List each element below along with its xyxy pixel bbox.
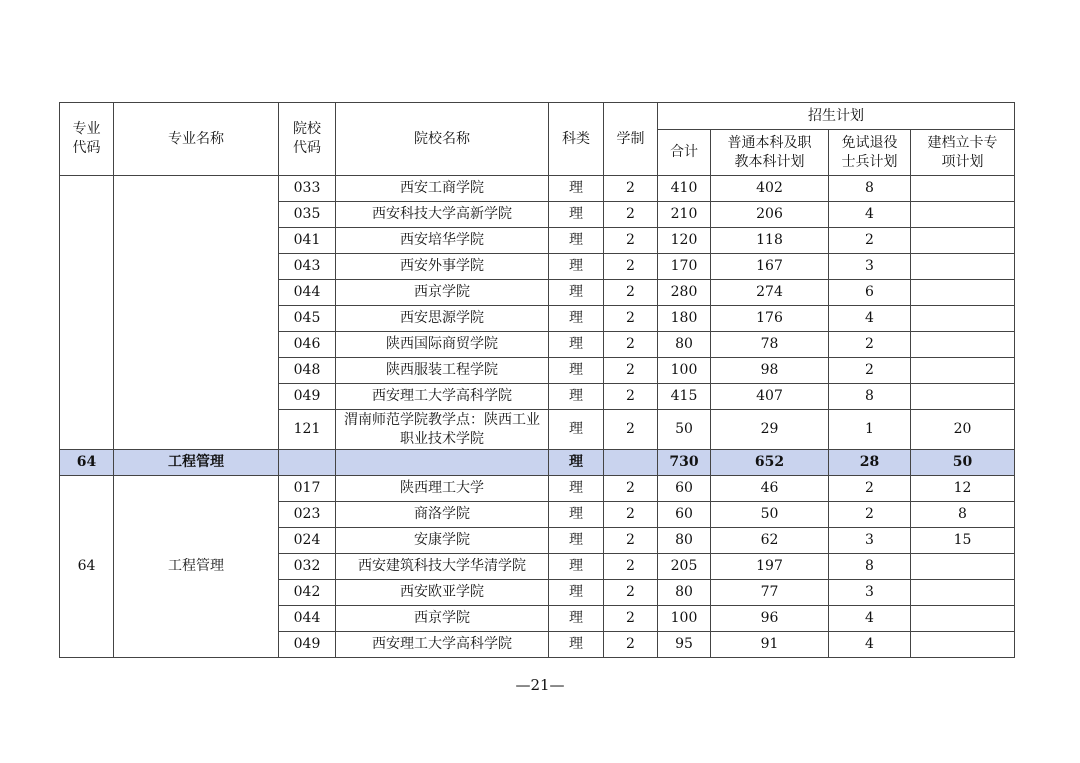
summary-row bbox=[60, 450, 1015, 476]
poverty bbox=[911, 254, 1015, 280]
category: 理 bbox=[549, 306, 604, 332]
duration: 2 bbox=[604, 384, 658, 410]
veteran: 2 bbox=[829, 358, 911, 384]
school-name: 渭南师范学院教学点：陕西工业职业技术学院 bbox=[336, 410, 549, 450]
category: 理 bbox=[549, 632, 604, 658]
poverty: 20 bbox=[911, 410, 1015, 450]
school-name: 陕西国际商贸学院 bbox=[336, 332, 549, 358]
summary-total: 730 bbox=[658, 450, 711, 476]
regular: 91 bbox=[711, 632, 829, 658]
total: 95 bbox=[658, 632, 711, 658]
regular: 274 bbox=[711, 280, 829, 306]
header-veteran: 免试退役士兵计划 bbox=[829, 130, 911, 176]
total: 60 bbox=[658, 476, 711, 502]
school-name: 西安培华学院 bbox=[336, 228, 549, 254]
school-name: 西安欧亚学院 bbox=[336, 580, 549, 606]
school-name: 陕西服装工程学院 bbox=[336, 358, 549, 384]
header-major-code: 专业代码 bbox=[60, 103, 114, 176]
duration: 2 bbox=[604, 306, 658, 332]
school-code: 044 bbox=[279, 606, 336, 632]
duration: 2 bbox=[604, 228, 658, 254]
category: 理 bbox=[549, 554, 604, 580]
school-code: 024 bbox=[279, 528, 336, 554]
poverty bbox=[911, 554, 1015, 580]
summary-veteran: 28 bbox=[829, 450, 911, 476]
poverty: 15 bbox=[911, 528, 1015, 554]
total: 205 bbox=[658, 554, 711, 580]
category: 理 bbox=[549, 606, 604, 632]
major-code-cell: 64 bbox=[60, 476, 114, 658]
summary-school-code bbox=[279, 450, 336, 476]
veteran: 3 bbox=[829, 254, 911, 280]
total: 210 bbox=[658, 202, 711, 228]
header-row-1 bbox=[60, 103, 1015, 130]
poverty: 12 bbox=[911, 476, 1015, 502]
school-code: 049 bbox=[279, 632, 336, 658]
school-code: 035 bbox=[279, 202, 336, 228]
school-code: 041 bbox=[279, 228, 336, 254]
school-code: 033 bbox=[279, 176, 336, 202]
total: 100 bbox=[658, 358, 711, 384]
school-name: 商洛学院 bbox=[336, 502, 549, 528]
poverty bbox=[911, 606, 1015, 632]
total: 80 bbox=[658, 332, 711, 358]
major-name-cell: 工程管理 bbox=[114, 476, 279, 658]
category: 理 bbox=[549, 384, 604, 410]
veteran: 2 bbox=[829, 228, 911, 254]
school-code: 049 bbox=[279, 384, 336, 410]
duration: 2 bbox=[604, 280, 658, 306]
regular: 407 bbox=[711, 384, 829, 410]
regular: 50 bbox=[711, 502, 829, 528]
header-duration: 学制 bbox=[604, 103, 658, 176]
header-school-code: 院校代码 bbox=[279, 103, 336, 176]
school-code: 043 bbox=[279, 254, 336, 280]
category: 理 bbox=[549, 358, 604, 384]
total: 415 bbox=[658, 384, 711, 410]
school-name: 陕西理工大学 bbox=[336, 476, 549, 502]
school-code: 045 bbox=[279, 306, 336, 332]
regular: 78 bbox=[711, 332, 829, 358]
school-code: 023 bbox=[279, 502, 336, 528]
regular: 62 bbox=[711, 528, 829, 554]
school-code: 042 bbox=[279, 580, 336, 606]
major-code-cell-empty bbox=[60, 176, 114, 450]
total: 120 bbox=[658, 228, 711, 254]
category: 理 bbox=[549, 502, 604, 528]
school-name: 西安思源学院 bbox=[336, 306, 549, 332]
category: 理 bbox=[549, 410, 604, 450]
school-name: 安康学院 bbox=[336, 528, 549, 554]
veteran: 6 bbox=[829, 280, 911, 306]
header-poverty: 建档立卡专项计划 bbox=[911, 130, 1015, 176]
regular: 118 bbox=[711, 228, 829, 254]
duration: 2 bbox=[604, 176, 658, 202]
duration: 2 bbox=[604, 254, 658, 280]
veteran: 4 bbox=[829, 632, 911, 658]
veteran: 3 bbox=[829, 580, 911, 606]
header-school-name: 院校名称 bbox=[336, 103, 549, 176]
regular: 29 bbox=[711, 410, 829, 450]
veteran: 4 bbox=[829, 202, 911, 228]
school-code: 032 bbox=[279, 554, 336, 580]
category: 理 bbox=[549, 202, 604, 228]
regular: 98 bbox=[711, 358, 829, 384]
header-total: 合计 bbox=[658, 130, 711, 176]
category: 理 bbox=[549, 280, 604, 306]
poverty bbox=[911, 384, 1015, 410]
category: 理 bbox=[549, 176, 604, 202]
summary-school-name bbox=[336, 450, 549, 476]
category: 理 bbox=[549, 332, 604, 358]
header-plan-group: 招生计划 bbox=[658, 103, 1015, 130]
regular: 206 bbox=[711, 202, 829, 228]
regular: 402 bbox=[711, 176, 829, 202]
summary-duration bbox=[604, 450, 658, 476]
regular: 77 bbox=[711, 580, 829, 606]
school-name: 西京学院 bbox=[336, 280, 549, 306]
regular: 96 bbox=[711, 606, 829, 632]
poverty bbox=[911, 176, 1015, 202]
poverty bbox=[911, 202, 1015, 228]
total: 100 bbox=[658, 606, 711, 632]
duration: 2 bbox=[604, 580, 658, 606]
category: 理 bbox=[549, 476, 604, 502]
poverty: 8 bbox=[911, 502, 1015, 528]
poverty bbox=[911, 358, 1015, 384]
veteran: 8 bbox=[829, 384, 911, 410]
regular: 197 bbox=[711, 554, 829, 580]
duration: 2 bbox=[604, 476, 658, 502]
category: 理 bbox=[549, 580, 604, 606]
school-name: 西安建筑科技大学华清学院 bbox=[336, 554, 549, 580]
total: 60 bbox=[658, 502, 711, 528]
enrollment-plan-table bbox=[59, 102, 1015, 658]
veteran: 4 bbox=[829, 606, 911, 632]
school-name: 西京学院 bbox=[336, 606, 549, 632]
poverty bbox=[911, 632, 1015, 658]
header-category: 科类 bbox=[549, 103, 604, 176]
table-row bbox=[60, 476, 1015, 502]
summary-category: 理 bbox=[549, 450, 604, 476]
school-name: 西安理工大学高科学院 bbox=[336, 632, 549, 658]
poverty bbox=[911, 306, 1015, 332]
poverty bbox=[911, 280, 1015, 306]
duration: 2 bbox=[604, 202, 658, 228]
veteran: 2 bbox=[829, 476, 911, 502]
school-code: 044 bbox=[279, 280, 336, 306]
veteran: 3 bbox=[829, 528, 911, 554]
poverty bbox=[911, 332, 1015, 358]
regular: 46 bbox=[711, 476, 829, 502]
regular: 176 bbox=[711, 306, 829, 332]
header-major-name: 专业名称 bbox=[114, 103, 279, 176]
school-name: 西安理工大学高科学院 bbox=[336, 384, 549, 410]
major-name-cell-empty bbox=[114, 176, 279, 450]
veteran: 2 bbox=[829, 502, 911, 528]
total: 50 bbox=[658, 410, 711, 450]
school-name: 西安外事学院 bbox=[336, 254, 549, 280]
duration: 2 bbox=[604, 410, 658, 450]
summary-poverty: 50 bbox=[911, 450, 1015, 476]
summary-regular: 652 bbox=[711, 450, 829, 476]
regular: 167 bbox=[711, 254, 829, 280]
duration: 2 bbox=[604, 332, 658, 358]
category: 理 bbox=[549, 528, 604, 554]
school-code: 048 bbox=[279, 358, 336, 384]
veteran: 8 bbox=[829, 176, 911, 202]
veteran: 2 bbox=[829, 332, 911, 358]
duration: 2 bbox=[604, 502, 658, 528]
category: 理 bbox=[549, 254, 604, 280]
total: 80 bbox=[658, 580, 711, 606]
duration: 2 bbox=[604, 632, 658, 658]
total: 170 bbox=[658, 254, 711, 280]
veteran: 8 bbox=[829, 554, 911, 580]
duration: 2 bbox=[604, 528, 658, 554]
total: 410 bbox=[658, 176, 711, 202]
school-code: 121 bbox=[279, 410, 336, 450]
duration: 2 bbox=[604, 606, 658, 632]
category: 理 bbox=[549, 228, 604, 254]
school-name: 西安工商学院 bbox=[336, 176, 549, 202]
total: 280 bbox=[658, 280, 711, 306]
total: 80 bbox=[658, 528, 711, 554]
table-row bbox=[60, 176, 1015, 202]
header-regular: 普通本科及职教本科计划 bbox=[711, 130, 829, 176]
summary-major-code: 64 bbox=[60, 450, 114, 476]
school-name: 西安科技大学高新学院 bbox=[336, 202, 549, 228]
page-number: —21— bbox=[515, 676, 565, 694]
poverty bbox=[911, 580, 1015, 606]
veteran: 4 bbox=[829, 306, 911, 332]
duration: 2 bbox=[604, 358, 658, 384]
duration: 2 bbox=[604, 554, 658, 580]
school-code: 046 bbox=[279, 332, 336, 358]
total: 180 bbox=[658, 306, 711, 332]
school-code: 017 bbox=[279, 476, 336, 502]
veteran: 1 bbox=[829, 410, 911, 450]
poverty bbox=[911, 228, 1015, 254]
summary-major-name: 工程管理 bbox=[114, 450, 279, 476]
